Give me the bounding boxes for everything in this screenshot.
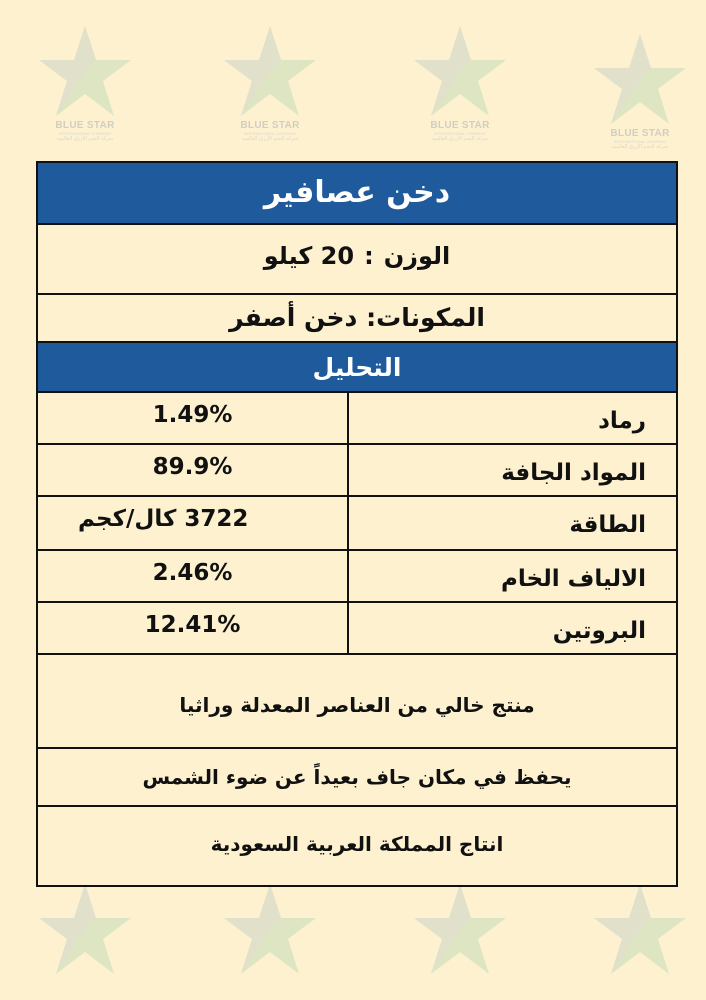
watermark-brand: BLUE STAR bbox=[55, 120, 115, 131]
watermark-arabic: شركة النجم الأزرق العالمية bbox=[56, 136, 114, 142]
product-card bbox=[36, 161, 678, 887]
analysis-label: الالياف الخام bbox=[501, 566, 646, 592]
star-logo-icon bbox=[35, 22, 135, 122]
ingredients-row: المكونات: دخن أصفر bbox=[229, 303, 485, 332]
star-logo-icon bbox=[410, 22, 510, 122]
star-logo-icon bbox=[410, 880, 510, 980]
analysis-row bbox=[38, 497, 676, 551]
watermark bbox=[30, 880, 140, 980]
watermark bbox=[215, 880, 325, 980]
analysis-row bbox=[38, 551, 676, 603]
watermark bbox=[30, 22, 140, 142]
analysis-value: 2.46% bbox=[38, 551, 349, 601]
watermark bbox=[585, 880, 695, 980]
watermark bbox=[585, 30, 695, 150]
weight-row bbox=[38, 225, 676, 295]
watermark bbox=[405, 22, 515, 142]
watermark-arabic: شركة النجم الأزرق العالمية bbox=[241, 136, 299, 142]
note-storage: يحفظ في مكان جاف بعيداً عن ضوء الشمس bbox=[38, 749, 676, 807]
watermark-sub: INTERNATIONAL COMPANY bbox=[58, 131, 112, 136]
watermark-sub: INTERNATIONAL COMPANY bbox=[613, 139, 667, 144]
analysis-row bbox=[38, 603, 676, 655]
star-logo-icon bbox=[590, 30, 690, 130]
analysis-label: المواد الجافة bbox=[501, 460, 646, 486]
watermark bbox=[405, 880, 515, 980]
watermark-arabic: شركة النجم الأزرق العالمية bbox=[611, 144, 669, 150]
analysis-value: 1.49% bbox=[38, 393, 349, 443]
analysis-value: 89.9% bbox=[38, 445, 349, 495]
note-origin: انتاج المملكة العربية السعودية bbox=[210, 832, 504, 856]
star-logo-icon bbox=[220, 22, 320, 122]
watermark bbox=[215, 22, 325, 142]
product-title: دخن عصافير bbox=[38, 163, 676, 225]
weight-separator: : bbox=[364, 242, 374, 270]
analysis-label: رماد bbox=[598, 408, 646, 434]
watermark-brand: BLUE STAR bbox=[610, 128, 670, 139]
watermark-sub: INTERNATIONAL COMPANY bbox=[243, 131, 297, 136]
star-logo-icon bbox=[35, 880, 135, 980]
weight-value: 20 كيلو bbox=[263, 242, 355, 270]
star-logo-icon bbox=[590, 880, 690, 980]
analysis-value: 12.41% bbox=[38, 603, 349, 653]
note-gmo-free: منتج خالي من العناصر المعدلة وراثيا bbox=[38, 655, 676, 749]
watermark-sub: INTERNATIONAL COMPANY bbox=[433, 131, 487, 136]
weight-label: الوزن bbox=[383, 242, 451, 270]
analysis-header: التحليل bbox=[38, 341, 676, 393]
analysis-label: الطاقة bbox=[569, 512, 646, 538]
analysis-row bbox=[38, 445, 676, 497]
star-logo-icon bbox=[220, 880, 320, 980]
watermark-arabic: شركة النجم الأزرق العالمية bbox=[431, 136, 489, 142]
analysis-row bbox=[38, 393, 676, 445]
analysis-value: 3722 كال/كجم bbox=[38, 497, 349, 549]
watermark-brand: BLUE STAR bbox=[240, 120, 300, 131]
watermark-brand: BLUE STAR bbox=[430, 120, 490, 131]
analysis-label: البروتين bbox=[552, 618, 646, 644]
